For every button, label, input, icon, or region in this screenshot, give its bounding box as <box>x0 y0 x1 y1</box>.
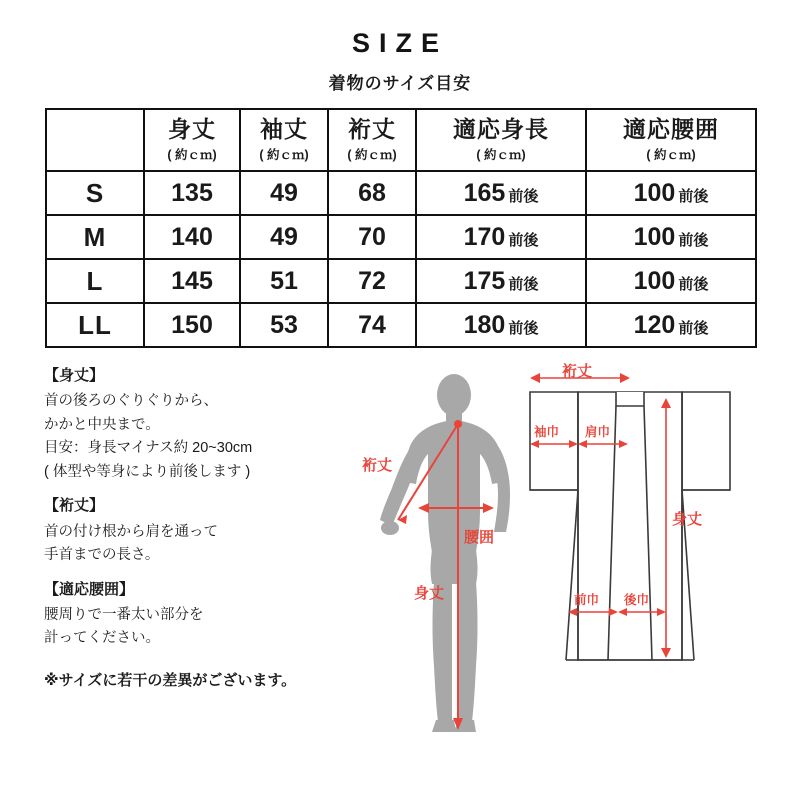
value-height: 165 <box>463 178 506 207</box>
cell-height <box>416 171 586 215</box>
value-sodetake: 53 <box>270 310 298 339</box>
note-line: 目安：身長マイナス約 20~30cm <box>44 440 253 457</box>
cell-yuki <box>328 171 416 215</box>
cell-mitake <box>144 259 240 303</box>
value-height-suffix: 前後 <box>508 319 539 337</box>
value-yuki: 72 <box>358 266 386 295</box>
note-body-yuki <box>44 521 374 568</box>
cell-height <box>416 303 586 347</box>
cell-yuki <box>328 215 416 259</box>
value-waist-suffix: 前後 <box>678 187 709 205</box>
cell-waist <box>586 171 756 215</box>
footer-note: ※サイズに若干の差異がございます。 <box>44 671 297 689</box>
size-table-body <box>46 171 756 347</box>
table-header-waist-sub: ( 約ｃｍ) <box>646 147 696 162</box>
cell-yuki <box>328 303 416 347</box>
table-header-height-sub: ( 約ｃｍ) <box>476 147 526 162</box>
table-header-yuki-main: 裄丈 <box>348 116 396 143</box>
size-name: L <box>86 265 104 296</box>
table-row <box>46 303 756 347</box>
label-garment-mitake: 身丈 <box>672 511 703 528</box>
row-size-label <box>46 259 144 303</box>
cell-waist <box>586 303 756 347</box>
size-name: S <box>85 177 105 208</box>
cell-yuki <box>328 259 416 303</box>
cell-sodetake <box>240 303 328 347</box>
value-mitake: 150 <box>171 310 213 339</box>
size-table <box>45 108 757 348</box>
value-waist: 100 <box>633 222 676 251</box>
diagram-area <box>362 360 780 760</box>
size-name: M <box>83 221 107 252</box>
value-sodetake: 51 <box>270 266 298 295</box>
table-header-height-main: 適応身長 <box>453 116 549 143</box>
value-height: 175 <box>463 266 506 295</box>
table-row <box>46 259 756 303</box>
cell-mitake <box>144 215 240 259</box>
value-sodetake: 49 <box>270 222 298 251</box>
note-line: ( 体型や等身により前後します ) <box>44 463 251 480</box>
waist-arrowhead-right <box>483 503 494 513</box>
value-mitake: 140 <box>171 222 213 251</box>
value-waist-suffix: 前後 <box>678 319 709 337</box>
page-subtitle: 着物のサイズ目安 <box>328 74 472 93</box>
label-garment-yuki: 裄丈 <box>562 363 593 380</box>
table-header-mitake-sub: ( 約ｃｍ) <box>167 147 217 162</box>
label-sodehaba: 袖巾 <box>534 425 560 439</box>
label-body-yuki: 裄丈 <box>362 457 393 474</box>
value-waist: 100 <box>633 178 676 207</box>
table-header-waist-main: 適応腰囲 <box>623 116 719 143</box>
cell-height <box>416 215 586 259</box>
note-line: かかと中央まで。 <box>44 416 160 433</box>
value-mitake: 135 <box>171 178 213 207</box>
label-ushirohaba: 後巾 <box>624 593 650 607</box>
value-height-suffix: 前後 <box>508 187 539 205</box>
note-heading-yuki: 【裄丈】 <box>44 497 105 515</box>
lower-section <box>0 360 800 770</box>
left-side-flare <box>566 490 578 660</box>
right-sleeve <box>682 392 730 490</box>
cell-mitake <box>144 303 240 347</box>
label-body-mitake: 身丈 <box>414 585 445 602</box>
note-body-waist <box>44 604 374 651</box>
value-height-suffix: 前後 <box>508 231 539 249</box>
note-body-mitake <box>44 390 374 484</box>
table-header-mitake <box>144 109 240 171</box>
label-katahaba: 肩巾 <box>585 425 611 439</box>
value-height: 180 <box>463 310 506 339</box>
note-line: 首の後ろのぐりぐりから、 <box>44 393 218 410</box>
note-line: 手首までの長さ。 <box>44 547 160 564</box>
cell-sodetake <box>240 171 328 215</box>
value-sodetake: 49 <box>270 178 298 207</box>
table-header-sodetake-main: 袖丈 <box>260 116 308 143</box>
size-name: LL <box>78 309 112 340</box>
value-height-suffix: 前後 <box>508 275 539 293</box>
table-header-blank <box>46 109 144 171</box>
waist-arrowhead-left <box>418 503 429 513</box>
value-yuki: 74 <box>358 310 386 339</box>
cell-waist <box>586 259 756 303</box>
table-header-row <box>46 109 756 171</box>
value-yuki: 70 <box>358 222 386 251</box>
table-header-height <box>416 109 586 171</box>
note-line: 計ってください。 <box>44 630 160 647</box>
row-size-label <box>46 171 144 215</box>
table-row <box>46 215 756 259</box>
label-maehaba: 前巾 <box>574 593 600 607</box>
size-diagram-svg <box>380 360 780 760</box>
note-line: 首の付け根から肩を通って <box>44 523 218 540</box>
note-heading-mitake: 【身丈】 <box>44 367 105 384</box>
table-header-mitake-main: 身丈 <box>168 116 216 143</box>
page-title: SIZE <box>351 28 448 58</box>
table-header-yuki <box>328 109 416 171</box>
value-waist: 120 <box>633 310 676 339</box>
value-waist-suffix: 前後 <box>678 231 709 249</box>
table-header-sodetake-sub: ( 約ｃｍ) <box>259 147 309 162</box>
value-waist-suffix: 前後 <box>678 275 709 293</box>
row-size-label <box>46 303 144 347</box>
size-table-head <box>46 109 756 171</box>
cell-waist <box>586 215 756 259</box>
note-line: 腰周りで一番太い部分を <box>44 606 204 623</box>
value-height: 170 <box>463 222 506 251</box>
neck-point-dot <box>454 420 462 428</box>
cell-height <box>416 259 586 303</box>
table-row <box>46 171 756 215</box>
value-waist: 100 <box>633 266 676 295</box>
row-size-label <box>46 215 144 259</box>
label-body-koshi: 腰囲 <box>464 529 495 546</box>
collar <box>616 392 644 406</box>
value-mitake: 145 <box>171 266 213 295</box>
human-silhouette <box>380 374 510 732</box>
size-table-wrapper <box>45 108 755 348</box>
value-yuki: 68 <box>358 178 386 207</box>
cell-sodetake <box>240 259 328 303</box>
table-header-yuki-sub: ( 約ｃｍ) <box>347 147 397 162</box>
measurement-notes <box>44 364 374 693</box>
cell-sodetake <box>240 215 328 259</box>
cell-mitake <box>144 171 240 215</box>
note-heading-waist: 【適応腰囲】 <box>44 580 135 598</box>
table-header-waist <box>586 109 756 171</box>
table-header-sodetake <box>240 109 328 171</box>
